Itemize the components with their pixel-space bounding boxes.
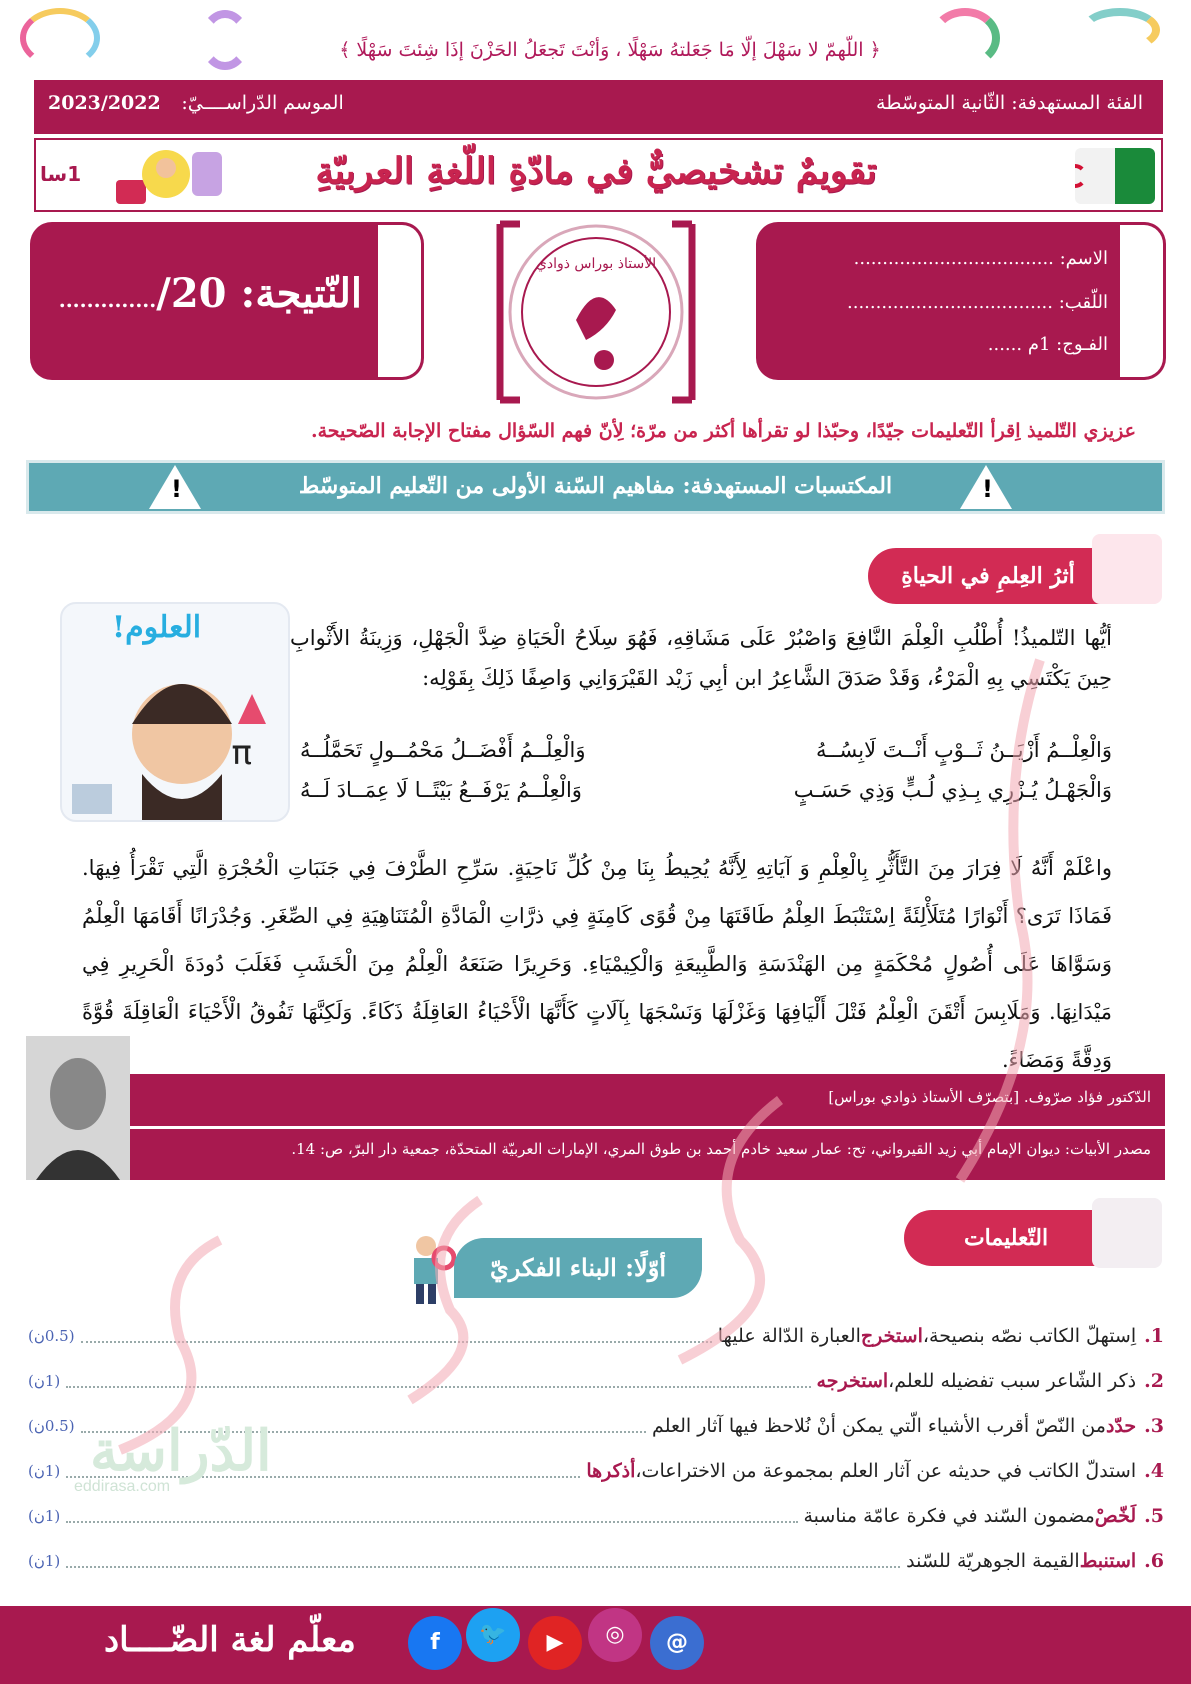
facebook-icon[interactable]: f <box>408 1616 462 1670</box>
verse-row: وَالْجَهْـلُ يُـزْرِي بِـذِي لُـبٍّ وَذِي حَسَـبٍ وَالْعِلْــمُ يَرْفَــعُ بَيْتًــا لَا عِمَــادَ لَــهُ <box>300 778 1112 802</box>
author-photo <box>26 1036 130 1180</box>
teacher-board-icon <box>1092 1198 1162 1268</box>
verses-source: مصدر الأبيات: ديوان الإمام أبي زيد القيرواني، تح: عمار سعيد خادم أحمد بن طوق المري، الإمارات العربيّة المتحدّة، جمعية دار البرّ، ص: 14. <box>291 1140 1151 1158</box>
student-info-box <box>756 222 1164 380</box>
level-code: 1سا <box>40 162 82 186</box>
answer-line[interactable] <box>66 1509 797 1523</box>
teacher-illustration-icon <box>96 144 236 208</box>
author-credit: الدّكتور فؤاد صرّوف. [بتصرّف الأستاذ ذوادي بوراس] <box>828 1088 1151 1106</box>
scroll-ornament-icon <box>378 222 424 380</box>
title-band <box>34 138 1163 212</box>
question-item: 4. استدلّ الكاتب في حديثه عن آثار العلم بمجموعة من الاختراعات، أذكرها (1ن) <box>28 1460 1164 1482</box>
warning-icon: ! <box>960 465 1012 509</box>
twitter-icon[interactable]: 🐦 <box>466 1608 520 1662</box>
decorative-swirl <box>200 10 250 70</box>
seal-text: الأستاذ بوراس ذوادي <box>535 256 657 272</box>
student-jump-icon <box>1092 534 1162 604</box>
student-key-icon <box>396 1232 456 1306</box>
svg-text:π: π <box>231 733 252 773</box>
science-badge: العلوم! <box>112 610 202 645</box>
decorative-swirl <box>20 8 100 68</box>
science-teacher-image <box>60 602 290 822</box>
question-item: 1. اِستهلّ الكاتب نصّه بنصيحة، استخرج العبارة الدّالة عليها (0.5ن) <box>28 1325 1164 1347</box>
question-item: 2. ذكر الشّاعر سبب تفضيله للعلم، استخرجه (1ن) <box>28 1370 1164 1392</box>
header-band <box>34 80 1163 134</box>
surname-field[interactable]: اللّقب: .................................... <box>847 292 1108 313</box>
page-title: تقويمٌ تشخيصيٌّ في مادّةِ اللّغةِ العربيّةِ <box>315 150 877 192</box>
part-one-title: أوّلًا: البناء الفكريّ <box>454 1238 702 1298</box>
poem-verses <box>300 730 1112 810</box>
warning-icon: ! <box>149 465 201 509</box>
passage-body: واعْلَمْ أَنَّهُ لَا فِرَارَ مِنَ التَّأَثُّرِ بِالْعِلْمِ وَ آيَاتِهِ لِأَنَّهُ يُحِيطُ بِنَا مِنْ كُلِّ نَاحِيَةٍ. سَرِّحِ الطَّرْفَ فِي جَنَبَاتِ الْحُجْرَةِ الَّتِي تَقْرَأُ فِيهَا. فَمَاذَا تَرَى؟ أَنْوَارًا مُتَلَأْلِئَةً اِسْتَنْبَطَ العِلْمُ طَاقَتَهَا مِنْ قُوًى كَامِنَةٍ فِي ذرَّاتِ الْمَادَّةِ الْمُتَنَاهِيَةِ فِي الصِّغَرِ. وَجُدْرَانًا أَقَامَهَا الْعِلْمُ وَسَوَّاهَا عَلَى أُصُولٍ مُحْكَمَةٍ مِن الهَنْدَسَةِ وَالطَّبِيعَةِ وَالْكِيمْيَاءِ. وَحَرِيرًا صَنَعَهُ الْعِلْمُ مِنَ الْخَشَبِ فَغَلَبَ دُودَةَ الْحَرِيرِ فِي مَيْدَانِهَا. وَمَلَابِسَ أَتْقَنَ الْعِلْمُ فَتْلَ أَلْيَافِهَا وَغَزْلَهَا وَنَسْجَهَا بِآلَاتٍ كَأَنَّهَا الْأَحْيَاءُ العَاقِلَةُ ذَكَاءً. وَلَكِنَّهَا تَفُوقُ الْأَحْيَاءَ الْعَاقِلَةَ قُوَّةً وَدِقَّةً وَمَضَاءً. <box>82 856 1112 1072</box>
score-box <box>30 222 422 380</box>
instructions-title: التّعليمات <box>904 1210 1108 1266</box>
teacher-seal <box>486 220 706 404</box>
site-watermark: الدّراسة <box>90 1418 272 1484</box>
score-display: النّتيجة: 20/.............. <box>58 270 362 317</box>
email-icon[interactable]: @ <box>650 1616 704 1670</box>
answer-line[interactable] <box>66 1554 900 1568</box>
verse-row: وَالْعِلْــمُ أَزْيَــنُ ثَــوْبٍ أَنْــتَ لَابِسُــهُ وَالْعِلْــمُ أَفْضَــلُ مَحْمُــولٍ تَحَمَّلُــهُ <box>300 738 1112 762</box>
youtube-icon[interactable]: ▶ <box>528 1616 582 1670</box>
decorative-swirl <box>1080 8 1160 52</box>
scroll-ornament-icon <box>1120 222 1166 380</box>
name-field[interactable]: الاسم: ................................... <box>853 248 1108 269</box>
question-item: 5. لَخّصْ مضمون السّند في فكرة عامّة مناسبة (1ن) <box>28 1505 1164 1527</box>
question-item: 6. استنبط القيمة الجوهريّة للسّند (1ن) <box>28 1550 1164 1572</box>
school-season: الموسم الدّراســــيّ: 2023/2022 <box>48 92 344 114</box>
opening-prayer: ﴿ اللّهمّ لا سَهْلَ إلّا مَا جَعَلتهُ سَهْلًا ، وَأنْتَ تَجعَلُ الحَزْنَ إذَا شِئتَ سَهْلًا ﴾ <box>339 39 881 61</box>
group-field[interactable]: الفـوج: 1م ...... <box>987 334 1108 355</box>
advice-text: عزيزي التّلميذ اِقرأ التّعليمات جيّدًا، وحبّذا لو تقرأها أكثر من مرّة؛ لِأنّ فهم السّؤال مفتاح الإجابة الصّحيحة. <box>310 420 1136 442</box>
target-skills-bar <box>26 460 1165 514</box>
decorative-swirl <box>930 8 1000 68</box>
instagram-icon[interactable]: ◎ <box>588 1608 642 1662</box>
footer-band <box>0 1606 1191 1684</box>
answer-line[interactable] <box>81 1329 712 1343</box>
target-skills-text: المكتسبات المستهدفة: مفاهيم السّنة الأولى من التّعليم المتوسّط <box>298 473 893 499</box>
sources-band <box>130 1074 1165 1180</box>
site-url-watermark: eddirasa.com <box>74 1478 171 1495</box>
algeria-flag-icon <box>1075 148 1155 204</box>
question-item: 3. حدّد من النّصّ أقرب الأشياء الّتي يمكن أنْ نُلاحظ فيها آثار العلم (0.5ن) <box>28 1415 1164 1437</box>
target-group: الفئة المستهدفة: الثّانية المتوسّطة <box>876 92 1143 114</box>
section-title-text: أثرُ العِلمِ في الحياةِ <box>868 548 1108 604</box>
footer-brand: معلّم لغة الضّــــاد <box>104 1620 356 1660</box>
passage-intro: أيُّها التّلميذُ! أُطْلُبِ الْعِلْمَ النَّافِعَ وَاصْبُرْ عَلَى مَشَاقِهِ، فَهُوَ سِلَاحُ الْحَيَاةِ ضِدَّ الْجَهْلِ، وَزِينَةُ الأَثْوابِ حِينَ يَكْتَسِي بِهِ الْمَرْءُ، وَقَدْ صَدَقَ الشَّاعِرُ ابن أبِي زَيْد القَيْرَوَانِي وَاصِفًا ذَلِكَ بِقَوْلِه: <box>290 626 1112 690</box>
answer-line[interactable] <box>66 1374 810 1388</box>
